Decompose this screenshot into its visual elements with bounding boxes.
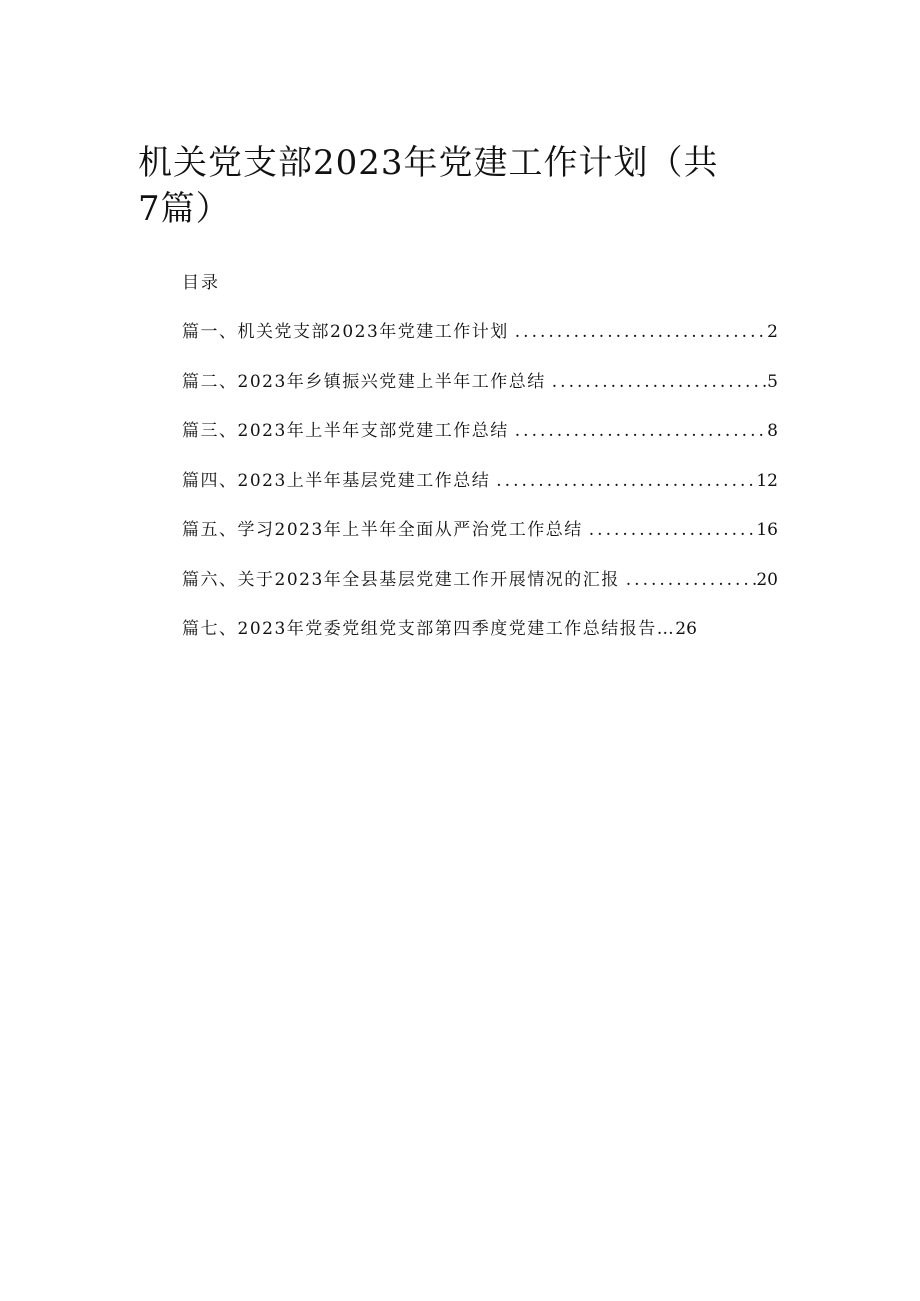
toc-item[interactable] bbox=[182, 566, 778, 616]
toc-leader-dots bbox=[509, 417, 767, 445]
toc-item-label: 篇五、学习2023年上半年全面从严治党工作总结 bbox=[182, 520, 583, 540]
toc-leader-dots bbox=[583, 516, 757, 544]
toc-item[interactable] bbox=[182, 368, 778, 418]
toc-item[interactable] bbox=[182, 615, 778, 665]
toc-heading: 目录 bbox=[182, 273, 220, 293]
toc-item-page: 2 bbox=[767, 322, 778, 342]
toc-leader-dots bbox=[546, 368, 767, 396]
toc-item-label: 篇六、关于2023年全县基层党建工作开展情况的汇报 bbox=[182, 569, 620, 590]
toc-item[interactable] bbox=[182, 318, 778, 368]
toc-item-label: 篇一、机关党支部2023年党建工作计划 bbox=[182, 322, 509, 342]
document-title: 机关党支部2023年党建工作计划（共7篇） bbox=[138, 143, 719, 229]
toc-leader-dots bbox=[490, 467, 756, 495]
toc-item-page: 8 bbox=[767, 421, 778, 441]
toc-item-page: 20 bbox=[756, 569, 778, 590]
toc-leader-dots bbox=[620, 566, 757, 594]
toc-leader-dots bbox=[509, 318, 767, 346]
toc-item-page: 16 bbox=[756, 520, 778, 540]
toc-item-page: 26 bbox=[675, 619, 697, 639]
toc-item-label: 篇二、2023年乡镇振兴党建上半年工作总结 bbox=[182, 371, 546, 392]
toc-item-page: 5 bbox=[767, 371, 778, 392]
toc-item-label: 篇七、2023年党委党组党支部第四季度党建工作总结报告… bbox=[182, 619, 676, 639]
toc-item-label: 篇三、2023年上半年支部党建工作总结 bbox=[182, 421, 509, 441]
toc-item[interactable] bbox=[182, 516, 778, 566]
toc-item[interactable] bbox=[182, 467, 778, 517]
toc-item[interactable] bbox=[182, 417, 778, 467]
toc-item-page: 12 bbox=[756, 470, 778, 491]
table-of-contents bbox=[182, 318, 778, 665]
toc-item-label: 篇四、2023上半年基层党建工作总结 bbox=[182, 470, 491, 491]
